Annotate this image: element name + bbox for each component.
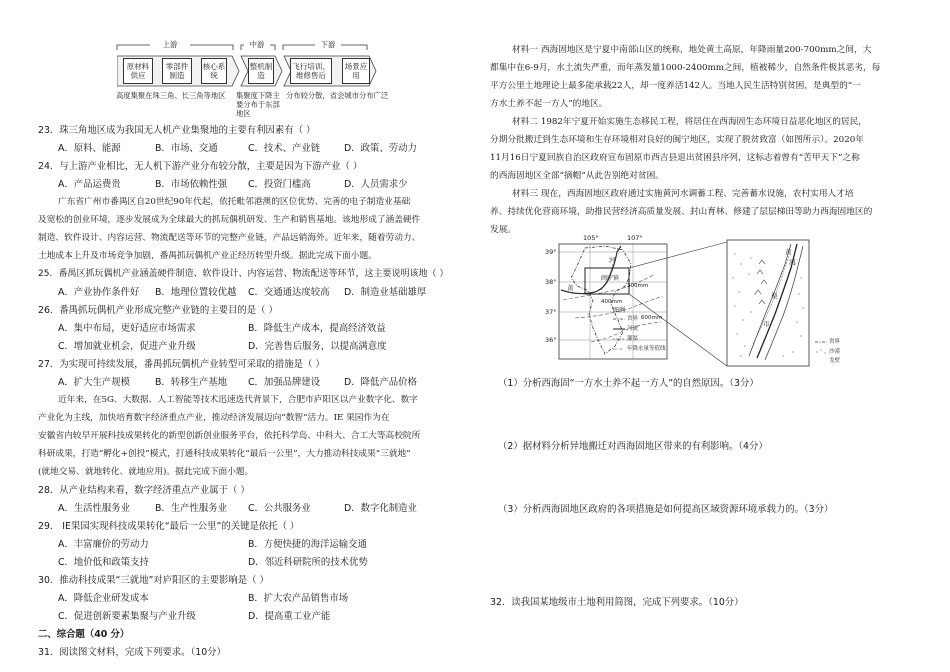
q31-sub3: （3）分析西海固地区政府的各项措施是如何提高区域资源环境承载力的。（3分）	[498, 504, 834, 515]
map-label-he: 河	[609, 256, 616, 264]
chain-box-application: 场景应用	[342, 58, 370, 84]
q27-option-d[interactable]: D．降低产品价格	[344, 377, 417, 388]
map-lon-105: 105°	[583, 234, 599, 242]
q29-option-a[interactable]: A．丰富廉价的劳动力	[58, 539, 149, 550]
q23-stem: 23．珠三角地区成为我国无人机产业集聚地的主要有利因素有（ ）	[38, 125, 316, 136]
q29-stem: 29． IE果园实现科技成果转化“最后一公里”的关键是依托（ ）	[38, 521, 300, 532]
q28-option-b[interactable]: B．生产性服务业	[155, 503, 228, 514]
map-legend2-boundary: 省界	[829, 339, 841, 345]
q26-option-d[interactable]: D．完善售后服务，以提高满意度	[248, 341, 387, 352]
q31-sub1: （1）分析西海固“一方水土养不起一方人”的自然原因。（3分）	[498, 378, 759, 389]
q30-option-b[interactable]: B．扩大农产品销售市场	[248, 593, 349, 604]
map-lat-36: 36°	[545, 336, 557, 344]
passage2-line5: (就地交易、就地转化、就地应用)。据此完成下面小题。	[38, 467, 254, 477]
q23-option-c[interactable]: C．技术、产业链	[248, 143, 321, 154]
passage2-line3: 安徽省内较早开展科技成果转化的新型创新创业服务平台，依托科学岛、中科大、合工大等高校院所	[38, 431, 421, 441]
q25-stem: 25．番禺区抓玩偶机产业涵盖硬件制造、软件设计、内容运营、物流配送等环节，这主要说明该地（ ）	[38, 269, 449, 279]
q27-option-b[interactable]: B．转移生产基地	[155, 377, 228, 388]
map-lat-38: 38°	[545, 278, 557, 286]
map-legend-isohyet: 年降水量等值线	[627, 346, 666, 352]
chain-box-assembly: 整机制造	[248, 58, 274, 84]
chain-box-training: 飞行培训、维修售后	[290, 58, 332, 84]
q28-option-c[interactable]: C．公共服务业	[248, 503, 311, 514]
q23-option-d[interactable]: D．政策、劳动力	[344, 143, 417, 154]
material3-line1: 材料三 现在，西海固地区政府通过实施黄河水调蓄工程、完善蓄水设施，农村实用人才培	[512, 189, 854, 199]
q25-option-c[interactable]: C．交通通达度较高	[248, 287, 330, 298]
q27-option-c[interactable]: C．加强品牌建设	[248, 377, 321, 388]
q26-option-a[interactable]: A．集中布局，更好适应市场需求	[58, 323, 196, 334]
q24-stem: 24．与上游产业相比，无人机下游产业分布较分散，主要是因为下游产业（ ）	[38, 161, 363, 172]
material2-line1: 材料二 1982年宁夏开始实施生态移民工程，将居住在西海固生态环境日益恶化地区的居民，	[512, 117, 867, 127]
map-label-huang: 黄	[567, 284, 574, 292]
map-lat-37: 37°	[545, 308, 557, 316]
q28-option-d[interactable]: D．数字化制造业	[344, 503, 417, 514]
q29-option-c[interactable]: C．地价低和政策支持	[58, 557, 149, 568]
material2-line4: 的西海固地区全部“摘帽”从此告别绝对贫困。	[490, 171, 664, 181]
q24-option-a[interactable]: A．产品运费贵	[58, 179, 121, 190]
q26-option-c[interactable]: C．增加就业机会，促进产业升级	[58, 341, 196, 352]
map-iso-600: 600mm	[641, 315, 663, 321]
chain-arrow-band	[117, 55, 377, 87]
material3-line3: 发展。	[490, 225, 517, 235]
chain-box-raw-material: 原材料供应	[123, 58, 153, 84]
q32-stem: 32．读我国某地级市土地利用简图，完成下列要求。（10分）	[490, 597, 744, 608]
passage2-line1: 近年来，在5G、大数据、人工智能等技术迅速迭代背景下，合肥市庐阳区以产业数字化、数字	[58, 395, 418, 405]
stage-downstream: 下游	[315, 41, 341, 49]
q30-option-a[interactable]: A．降低企业研发成本	[58, 593, 149, 604]
passage1-line1: 广东省广州市番禺区自20世纪90年代起，依托毗邻港澳的区位优势、完善的电子制造业基础	[58, 197, 411, 207]
q24-option-c[interactable]: C．投资门槛高	[248, 179, 311, 190]
stage-midstream: 中游	[244, 41, 270, 49]
q28-option-a[interactable]: A．生活性服务业	[58, 503, 131, 514]
material1-line3: 平方公里土地理论上最多能承载22人，却一度养活142人。当地人民生活特别贫困，是典型的“一	[490, 81, 861, 91]
q30-option-c[interactable]: C．促进创新要素集聚与产业升级	[58, 611, 196, 622]
map-legend-title: 图例	[613, 307, 626, 314]
map-detail-shi: 市	[763, 320, 770, 328]
passage1-line3: 制造、软件设计、内容运营、物流配送等环节的完整产业链，产品远销海外。近年来，随着劳动力、	[38, 233, 421, 243]
map-legend-river: 河流	[627, 326, 639, 332]
q28-stem: 28．从产业结构来看，数字经济重点产业属于（ ）	[38, 485, 250, 496]
stage-upstream: 上游	[150, 41, 190, 49]
map-legend2-desert: 沙漠戈壁	[829, 349, 841, 364]
map-label-minning: 闽宁镇	[601, 275, 620, 282]
chain-box-core-system: 核心系统	[201, 58, 227, 84]
chain-note-downstream: 分布较分散，省会城市分布广泛	[286, 91, 389, 100]
map-lon-107: 107°	[627, 234, 643, 242]
material2-line3: 11月16日宁夏回族自治区政府宣布固原市西吉县退出贫困县序列，这标志着曾有“苦甲天下”之称	[490, 153, 860, 163]
passage2-line2: 产业化为主线，加快培育数字经济重点产业，推动经济发展迈向“数智”活力。IE 果园作为在	[38, 413, 390, 423]
ningxia-map-figure	[545, 234, 845, 369]
material2-line2: 分期分批搬迁到生态环境和生存环境相对良好的闽宁地区，实现了脱贫致富（如图所示）。2020年	[490, 135, 864, 145]
q24-option-d[interactable]: D．人员需求少	[344, 179, 408, 190]
q30-stem: 30．推动科技成果“三就地”对庐阳区的主要影响是（ ）	[38, 575, 269, 586]
q25-option-d[interactable]: D．制造业基础雄厚	[344, 287, 427, 298]
chain-box-parts: 零部件制造	[162, 58, 192, 84]
map-svg	[545, 234, 845, 369]
q23-option-b[interactable]: B．市场、交通	[155, 143, 218, 154]
map-lat-39: 39°	[545, 248, 557, 256]
passage2-line4: 科研成果，打造“孵化+创投”模式，打通科技成果转化“最后一公里”，大力推动科技成果“三就地”	[38, 449, 411, 459]
passage1-line4: 土地成本上升及市场竞争加剧，番禺抓玩偶机产业正经历转型升级。据此完成下面小题。	[38, 251, 377, 261]
q26-option-b[interactable]: B．降低生产成本，提高经济效益	[248, 323, 386, 334]
q24-option-b[interactable]: B．市场依赖性强	[155, 179, 228, 190]
q29-option-b[interactable]: B．方便快捷的海洋运输交通	[248, 539, 367, 550]
q29-option-d[interactable]: D．邻近科研院所的技术优势	[248, 557, 368, 568]
map-detail-he: 河	[789, 258, 796, 266]
q31-sub2: （2）据材料分析异地搬迁对西海固地区带来的有利影响。（4分）	[498, 441, 768, 452]
map-iso-400: 400mm	[601, 299, 623, 305]
material1-line4: 方水土养不起一方人”的地区。	[490, 99, 608, 109]
map-legend-boundary: 省界	[627, 316, 639, 322]
map-legend-canal: 灌渠	[627, 336, 639, 342]
section-heading: 二、综合题（40 分）	[38, 629, 130, 640]
q30-option-d[interactable]: D．提高重工业产能	[248, 611, 331, 622]
material1-line1: 材料一 西海固地区是宁夏中南部山区的统称，地处黄土高原，年降雨量200-700mm之间，大	[512, 45, 872, 55]
map-detail-huang: 黄	[785, 248, 792, 256]
chain-note-midstream: 集聚度下降主要分布于东部地区	[236, 91, 280, 118]
passage1-line2: 及宽松的创业环境，逐步发展成为全球最大的抓玩偶机研发、生产和销售基地。该地形成了涵盖硬件	[38, 215, 421, 225]
q25-option-a[interactable]: A．产业协作条件好	[58, 287, 140, 298]
map-detail-qu: 渠	[771, 292, 778, 300]
q25-option-b[interactable]: B．地理位置较优越	[155, 287, 237, 298]
q31-stem: 31．阅读图文材料，完成下列要求。（10分）	[38, 647, 226, 658]
q23-option-a[interactable]: A．原料、能源	[58, 143, 121, 154]
material3-line2: 养、持续优化营商环境，助推民营经济高质量发展、封山育林、修建了层层梯田等助力西海固地区的	[490, 207, 873, 217]
q26-stem: 26．番禺抓玩偶机产业形成完整产业链的主要目的是（ ）	[38, 305, 278, 316]
chain-note-upstream: 高度集聚在珠三角、长三角等地区	[116, 91, 226, 100]
map-iso-300: 300mm	[627, 283, 649, 289]
q27-stem: 27．为实现可持续发展，番禺抓玩偶机产业转型可采取的措施是（ ）	[38, 359, 325, 370]
material1-line2: 都集中在6-9月，水土流失严重，而年蒸发量1000-2400mm之间，植被稀少，自然条件极其恶劣，每	[490, 63, 881, 73]
q27-option-a[interactable]: A．扩大生产规模	[58, 377, 131, 388]
